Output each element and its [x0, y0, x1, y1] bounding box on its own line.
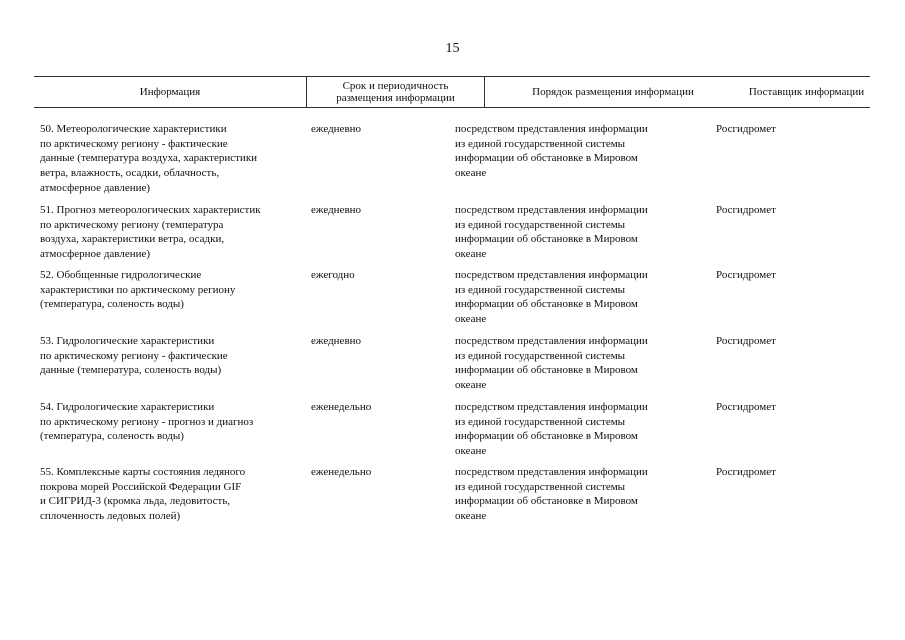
header-order: Порядок размещения информации: [532, 86, 694, 98]
header-period-label: Срок и периодичность размещения информации: [336, 80, 455, 104]
row-provider: Росгидромет: [716, 401, 776, 413]
header-period: [306, 77, 485, 107]
header-info: Информация: [139, 86, 201, 98]
row-provider: Росгидромет: [716, 466, 776, 478]
row-period: ежедневно: [311, 335, 362, 347]
row-provider: Росгидромет: [716, 123, 776, 135]
row-order: посредством представления информации из единой государственной системы информации об обстановке в Мировом океане: [455, 335, 648, 392]
row-period: ежегодно: [311, 269, 355, 281]
row-order: посредством представления информации из единой государственной системы информации об обстановке в Мировом океане: [455, 204, 648, 261]
row-info: 54. Гидрологические характеристики по арктическому региону - прогноз и диагноз (температура, соленость воды): [40, 401, 254, 443]
row-provider: Росгидромет: [716, 204, 776, 216]
row-info: 51. Прогноз метеорологических характеристик по арктическому региону (температура воздуха, характеристики ветра, осадки, атмосферное давление): [40, 204, 261, 261]
row-period: еженедельно: [311, 466, 372, 478]
row-period: еженедельно: [311, 401, 372, 413]
table-header: [34, 76, 870, 108]
row-order: посредством представления информации из единой государственной системы информации об обстановке в Мировом океане: [455, 269, 648, 326]
row-order: посредством представления информации из единой государственной системы информации об обстановке в Мировом океане: [455, 401, 648, 458]
row-info: 50. Метеорологические характеристики по арктическому региону - фактические данные (температура воздуха, характеристики ветра, влажность, осадки, облачность, атмосферное давление): [40, 123, 258, 194]
page-number: 15: [445, 41, 460, 56]
row-provider: Росгидромет: [716, 269, 776, 281]
row-order: посредством представления информации из единой государственной системы информации об обстановке в Мировом океане: [455, 123, 648, 180]
row-period: ежедневно: [311, 123, 362, 135]
header-provider: Поставщик информации: [748, 86, 865, 98]
row-provider: Росгидромет: [716, 335, 776, 347]
row-period: ежедневно: [311, 204, 362, 216]
row-order: посредством представления информации из единой государственной системы информации об обстановке в Мировом океане: [455, 466, 648, 523]
row-info: 55. Комплексные карты состояния ледяного покрова морей Российской Федерации GIF и СИГРИД-3 (кромка льда, ледовитость, сплоченность ледовых полей): [40, 466, 246, 523]
row-info: 52. Обобщенные гидрологические характеристики по арктическому региону (температура, соленость воды): [40, 269, 236, 311]
row-info: 53. Гидрологические характеристики по арктическому региону - фактические данные (температура, соленость воды): [40, 335, 228, 377]
